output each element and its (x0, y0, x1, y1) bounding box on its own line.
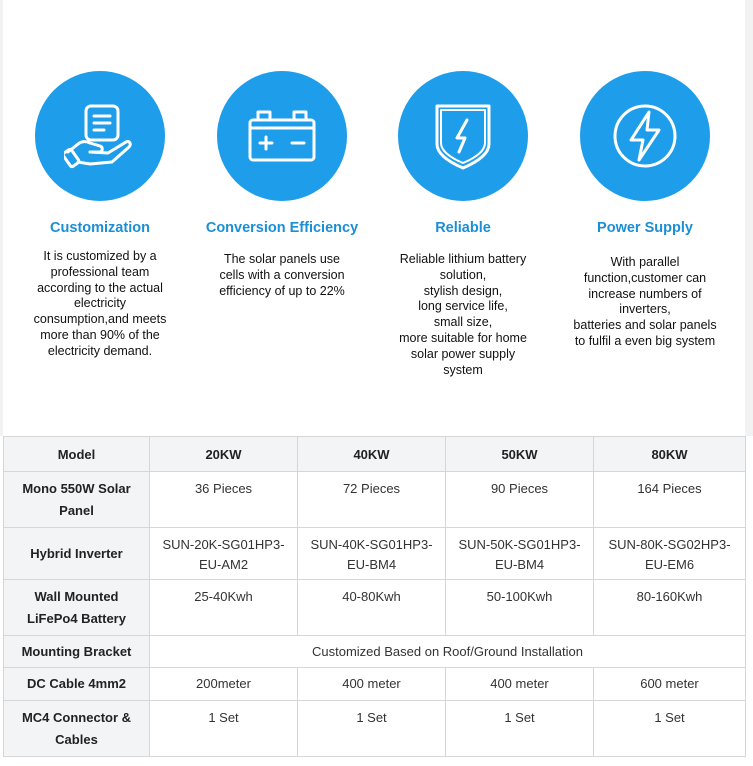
table-row (4, 528, 746, 580)
merged-cell: Customized Based on Roof/Ground Installation (150, 636, 746, 668)
label-line: MC4 Connector & (21, 709, 132, 725)
feature-description (202, 252, 362, 299)
table-cell: 600 meter (594, 668, 746, 701)
feature-title: Conversion Efficiency (205, 220, 359, 236)
desc-line: efficiency of up to 22% (219, 283, 345, 298)
desc-line: cells with a conversion (219, 267, 345, 282)
row-label (4, 528, 150, 580)
label-line: Mono 550W Solar (22, 480, 131, 496)
feature-title: Reliable (435, 220, 491, 236)
desc-line: small size, (433, 315, 493, 330)
cell-line: EU-BM4 (494, 557, 545, 572)
row-label (4, 636, 150, 668)
table-cell: 400 meter (446, 668, 594, 701)
desc-line: solution, (439, 267, 487, 282)
lightning-bolt-icon (607, 98, 683, 174)
row-label (4, 701, 150, 757)
desc-line: more suitable for home (399, 330, 527, 345)
table-cell: 1 Set (150, 701, 298, 757)
feature-description (565, 255, 725, 350)
hand-document-icon (64, 100, 136, 172)
desc-line: long service life, (418, 299, 508, 314)
table-cell: 1 Set (446, 701, 594, 757)
desc-line: professional team (50, 264, 150, 279)
cell-line: EU-AM2 (198, 557, 249, 572)
desc-line: batteries and solar panels (573, 318, 717, 333)
table-row (4, 636, 746, 668)
table-cell: 164 Pieces (594, 472, 746, 528)
table-cell: 80-160Kwh (594, 580, 746, 636)
desc-line: With parallel (610, 255, 680, 269)
label-line: DC Cable 4mm2 (27, 676, 126, 691)
desc-line: more than 90% of the (40, 327, 160, 342)
row-label (4, 668, 150, 701)
features-section (8, 0, 744, 436)
table-header-row (4, 437, 746, 472)
table-cell: 90 Pieces (446, 472, 594, 528)
header-model: Model (4, 437, 150, 472)
feature-title: Power Supply (597, 220, 693, 236)
reliable-circle (398, 71, 528, 201)
spec-table (3, 436, 746, 757)
cell-line: SUN-20K-SG01HP3- (162, 537, 285, 552)
row-label (4, 472, 150, 528)
desc-line: Reliable lithium battery (399, 252, 527, 266)
feature-description (20, 249, 180, 360)
table-row (4, 472, 746, 528)
customization-circle (35, 71, 165, 201)
label-line: Hybrid Inverter (30, 545, 123, 561)
header-20kw: 20KW (150, 437, 298, 472)
label-line: LiFePo4 Battery (27, 610, 126, 626)
header-50kw: 50KW (446, 437, 594, 472)
desc-line: consumption,and meets (33, 312, 167, 327)
feature-customization (8, 0, 192, 436)
header-80kw: 80KW (594, 437, 746, 472)
desc-line: stylish design, (423, 283, 503, 298)
desc-line: The solar panels use (223, 252, 341, 266)
battery-icon (246, 106, 318, 166)
desc-line: It is customized by a (43, 249, 157, 263)
desc-line: electricity demand. (47, 343, 153, 358)
desc-line: solar power supply (410, 346, 516, 361)
left-border (0, 0, 3, 436)
power-supply-circle (580, 71, 710, 201)
desc-line: electricity (73, 296, 127, 311)
cell-line: EU-EM6 (644, 557, 695, 572)
feature-title: Customization (50, 220, 150, 236)
feature-reliable (371, 0, 555, 436)
table-row (4, 580, 746, 636)
table-cell: 200meter (150, 668, 298, 701)
table-cell: 1 Set (594, 701, 746, 757)
table-cell (446, 528, 594, 580)
table-cell (594, 528, 746, 580)
table-cell: 1 Set (298, 701, 446, 757)
table-cell: 25-40Kwh (150, 580, 298, 636)
cell-line: SUN-50K-SG01HP3- (458, 537, 581, 552)
label-line: Cables (55, 731, 98, 747)
desc-line: function,customer can (583, 270, 707, 285)
table-row (4, 668, 746, 701)
row-label (4, 580, 150, 636)
desc-line: according to the actual (37, 280, 163, 295)
desc-line: system (443, 362, 483, 377)
table-cell (298, 528, 446, 580)
header-40kw: 40KW (298, 437, 446, 472)
shield-lightning-icon (431, 100, 495, 172)
table-cell: 36 Pieces (150, 472, 298, 528)
desc-line: increase numbers of (588, 286, 702, 301)
right-border (745, 0, 753, 436)
table-cell: 50-100Kwh (446, 580, 594, 636)
feature-conversion-efficiency (190, 0, 374, 436)
label-line: Mounting Bracket (21, 643, 132, 659)
table-cell: 40-80Kwh (298, 580, 446, 636)
table-cell: 72 Pieces (298, 472, 446, 528)
table-cell: 400 meter (298, 668, 446, 701)
cell-line: EU-BM4 (346, 557, 397, 572)
table-row (4, 701, 746, 757)
cell-line: SUN-40K-SG01HP3- (310, 537, 433, 552)
label-line: Wall Mounted (34, 588, 119, 604)
feature-description (383, 252, 543, 378)
desc-line: to fulfil a even big system (574, 333, 716, 348)
desc-line: inverters, (619, 302, 671, 317)
table-cell (150, 528, 298, 580)
feature-power-supply (553, 0, 737, 436)
label-line: Panel (59, 502, 94, 518)
cell-line: SUN-80K-SG02HP3- (608, 537, 731, 552)
conversion-circle (217, 71, 347, 201)
